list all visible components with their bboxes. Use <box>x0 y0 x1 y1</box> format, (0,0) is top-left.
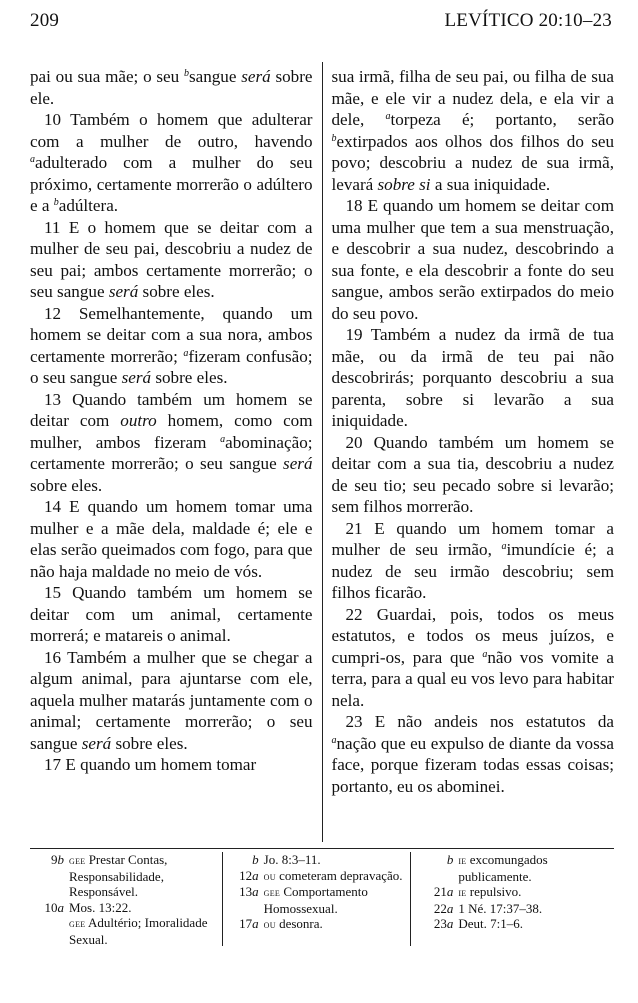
footnote-column <box>419 852 614 948</box>
footnote-item <box>419 916 610 932</box>
footnote-text: Mos. 13:22. gee Adultério; Imoralidade Sexual. <box>69 899 208 947</box>
running-title: LEVÍTICO 20:10–23 <box>444 10 612 31</box>
footnote-text: ie repulsivo. <box>458 884 522 900</box>
footnote-column <box>30 852 225 948</box>
text-columns <box>30 66 614 842</box>
verse-paragraph: 10 Também o homem que adulterar com a mulher de outro, havendo $^a$adulterado com a mulher do seu próximo, certamente morrerão o adúltero e a $^b$adúltera. <box>30 110 313 215</box>
footnote-ref: b <box>446 852 454 867</box>
footnote-item <box>419 852 610 884</box>
footnote-text: ou cometeram depravação. <box>263 867 403 883</box>
verse-paragraph: 12 Semelhantemente, quando um homem se deitar com a sua nora, ambos certamente morrerão; $^a$fizeram confusão; o seu sangue será sobre eles. <box>30 303 313 387</box>
footnote-item <box>225 852 416 868</box>
footnote-text: gee Comportamento Homossexual. <box>263 884 368 916</box>
verse-paragraph: 15 Quando também um homem se deitar com um animal, certamente morrerá; e matareis o animal. <box>30 583 313 645</box>
footnote-text: ie excomungados publicamente. <box>458 852 548 884</box>
footnote-ref: b <box>252 852 259 867</box>
footnote-text: Jo. 8:3–11. <box>263 852 321 867</box>
footnote-ref: 9b <box>51 852 64 867</box>
footnote-ref: 12a <box>239 867 259 883</box>
verse-paragraph: pai ou sua mãe; o seu $^b$sangue será sobre ele. <box>30 67 313 108</box>
footnote-divider <box>30 848 614 849</box>
footnote-column <box>225 852 420 948</box>
footnote-ref: 21a <box>433 884 454 900</box>
right-column <box>323 66 615 842</box>
verse-paragraph: 11 E o homem que se deitar com a mulher de seu pai, descobriu a nudez de seu pai; ambos certamente morrerão; o seu sangue será sobre eles. <box>30 217 313 301</box>
footnote-item <box>419 884 610 901</box>
verse-paragraph: sua irmã, filha de seu pai, ou filha de sua mãe, e ele vir a nudez dela, e ela vir a dele, $^a$torpeza é; portanto, serão $^b$extirpados aos olhos dos filhos do seu povo; descobriu a nudez de sua irmã, levará sobre si a sua iniquidade. <box>331 67 614 194</box>
verse-paragraph: 21 E quando um homem tomar a mulher de seu irmão, $^a$imundície é; a nudez de seu irmão descobriu; sem filhos ficarão. <box>331 518 614 602</box>
footnote-ref: 22a <box>433 900 454 916</box>
footnote-ref: 13a <box>239 884 259 900</box>
verse-paragraph: 23 E não andeis nos estatutos da $^a$nação que eu expulso de diante da vossa face, porque fizeram todas essas coisas; portanto, eu os abominei. <box>331 712 614 796</box>
verse-paragraph: 17 E quando um homem tomar <box>44 755 257 774</box>
left-column <box>30 66 322 842</box>
page-number: 209 <box>30 10 60 31</box>
footnote-item <box>225 884 416 916</box>
page-header <box>30 10 612 38</box>
footnote-ref: 10a <box>44 899 64 915</box>
footnotes <box>30 852 614 948</box>
footnote-text: ou desonra. <box>263 916 323 932</box>
footnote-text: 1 Né. 17:37–38. <box>458 900 543 916</box>
verse-paragraph: 18 E quando um homem se deitar com uma mulher que tem a sua menstruação, e descobrir a sua nudez, descobrindo a sua fonte, e ela descobrir a fonte do seu sangue, ambos serão extirpados do meio do seu povo. <box>331 196 614 323</box>
verse-paragraph: 22 Guardai, pois, todos os meus estatutos, e todos os meus juízos, e cumpri-os, para que $^a$não vos vomite a terra, para a qual eu vos levo para habitar nela. <box>331 604 614 710</box>
footnote-text: gee Prestar Contas, Responsabilidade, Responsável. <box>69 852 168 900</box>
footnote-column-divider <box>222 852 223 946</box>
footnote-item <box>30 852 221 900</box>
footnote-item <box>225 916 416 933</box>
verse-paragraph: 13 Quando também um homem se deitar com outro homem, como com mulher, ambos fizeram $^a$abominação; certamente morrerão; o seu sangue será sobre eles. <box>30 389 313 495</box>
footnote-ref: 17a <box>239 916 259 932</box>
verse-paragraph: 19 Também a nudez da irmã de tua mãe, ou da irmã de teu pai não descobrirás; porquanto descobriu a sua parenta, sobre si levarão a sua iniquidade. <box>331 325 614 430</box>
footnote-item <box>225 868 416 885</box>
footnote-item <box>30 900 221 948</box>
footnote-item <box>419 901 610 917</box>
verse-paragraph: 20 Quando também um homem se deitar com a sua tia, descobriu a nudez de seu tio; seu pecado sobre si levarão; sem filhos morrerão. <box>331 432 614 516</box>
verse-paragraph: 14 E quando um homem tomar uma mulher e a mãe dela, maldade é; ele e elas serão queimados com fogo, para que não haja maldade no meio de vós. <box>30 497 313 581</box>
verse-paragraph: 16 Também a mulher que se chegar a algum animal, para ajuntarse com ele, aquela mulher matarás juntamente com o animal; certamente morrerão; o seu sangue será sobre eles. <box>30 647 313 753</box>
footnote-column-divider <box>410 852 411 946</box>
footnote-ref: 23a <box>433 916 454 932</box>
footnote-text: Deut. 7:1–6. <box>458 916 523 932</box>
